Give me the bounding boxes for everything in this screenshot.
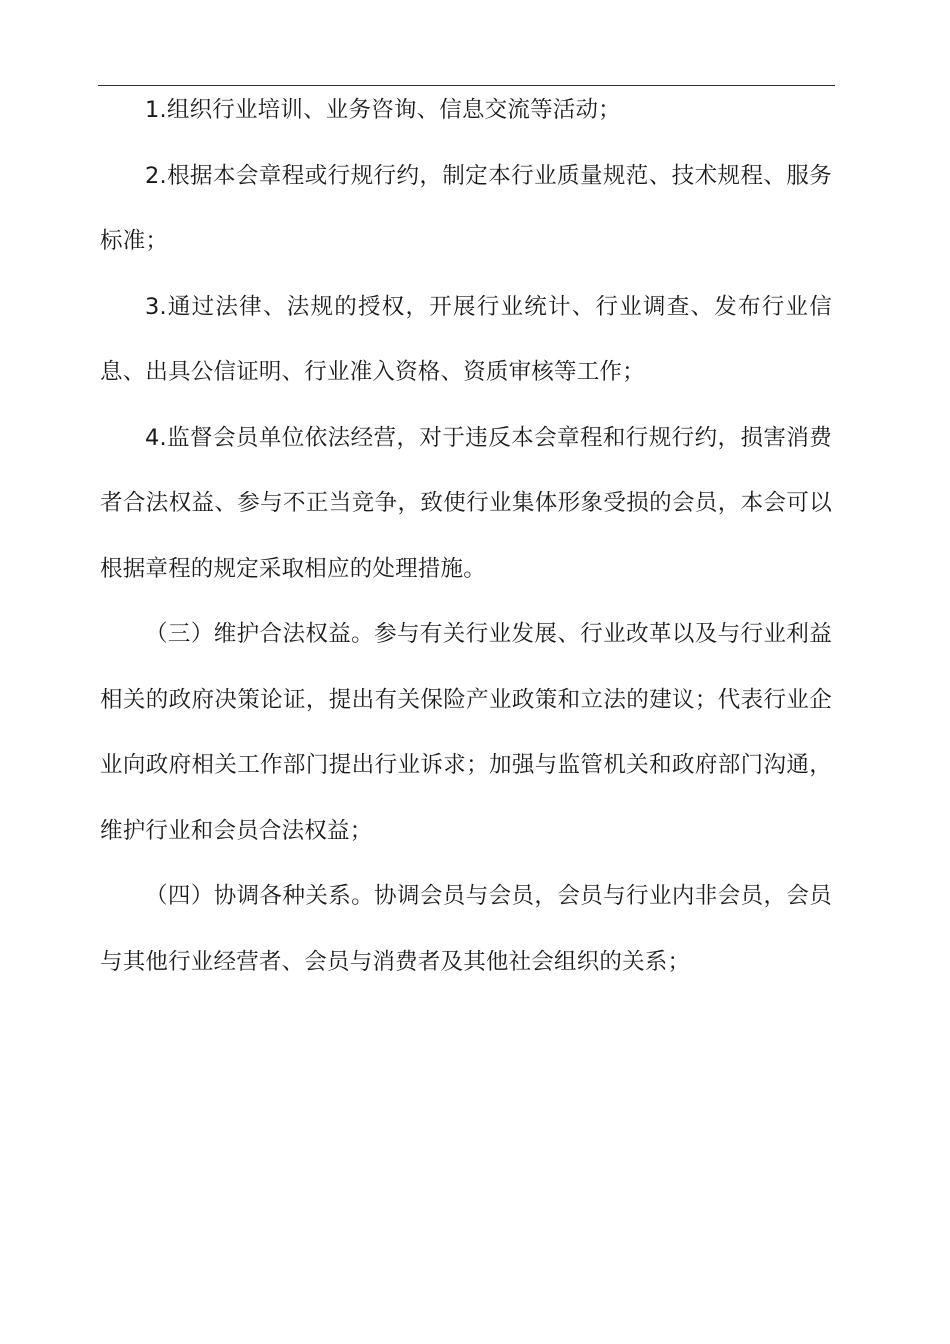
document-body	[100, 78, 832, 995]
paragraph-item-4: 4.监督会员单位依法经营，对于违反本会章程和行规行约，损害消费者合法权益、参与不正当竞争，致使行业集体形象受损的会员，本会可以根据章程的规定采取相应的处理措施。	[100, 424, 832, 582]
paragraph-item-2: 2.根据本会章程或行规行约，制定本行业质量规范、技术规程、服务标准；	[100, 162, 832, 254]
paragraph-section-4: （四）协调各种关系。协调会员与会员，会员与行业内非会员，会员与其他行业经营者、会员与消费者及其他社会组织的关系；	[100, 883, 832, 975]
paragraph-section-3: （三）维护合法权益。参与有关行业发展、行业改革以及与行业利益相关的政府决策论证，提出有关保险产业政策和立法的建议；代表行业企业向政府相关工作部门提出行业诉求；加强与监管机关和政府部门沟通，维护行业和会员合法权益；	[100, 621, 832, 844]
paragraph-item-3: 3.通过法律、法规的授权，开展行业统计、行业调查、发布行业信息、出具公信证明、行业准入资格、资质审核等工作；	[100, 293, 832, 385]
paragraph-item-1: 1.组织行业培训、业务咨询、信息交流等活动；	[145, 97, 621, 123]
